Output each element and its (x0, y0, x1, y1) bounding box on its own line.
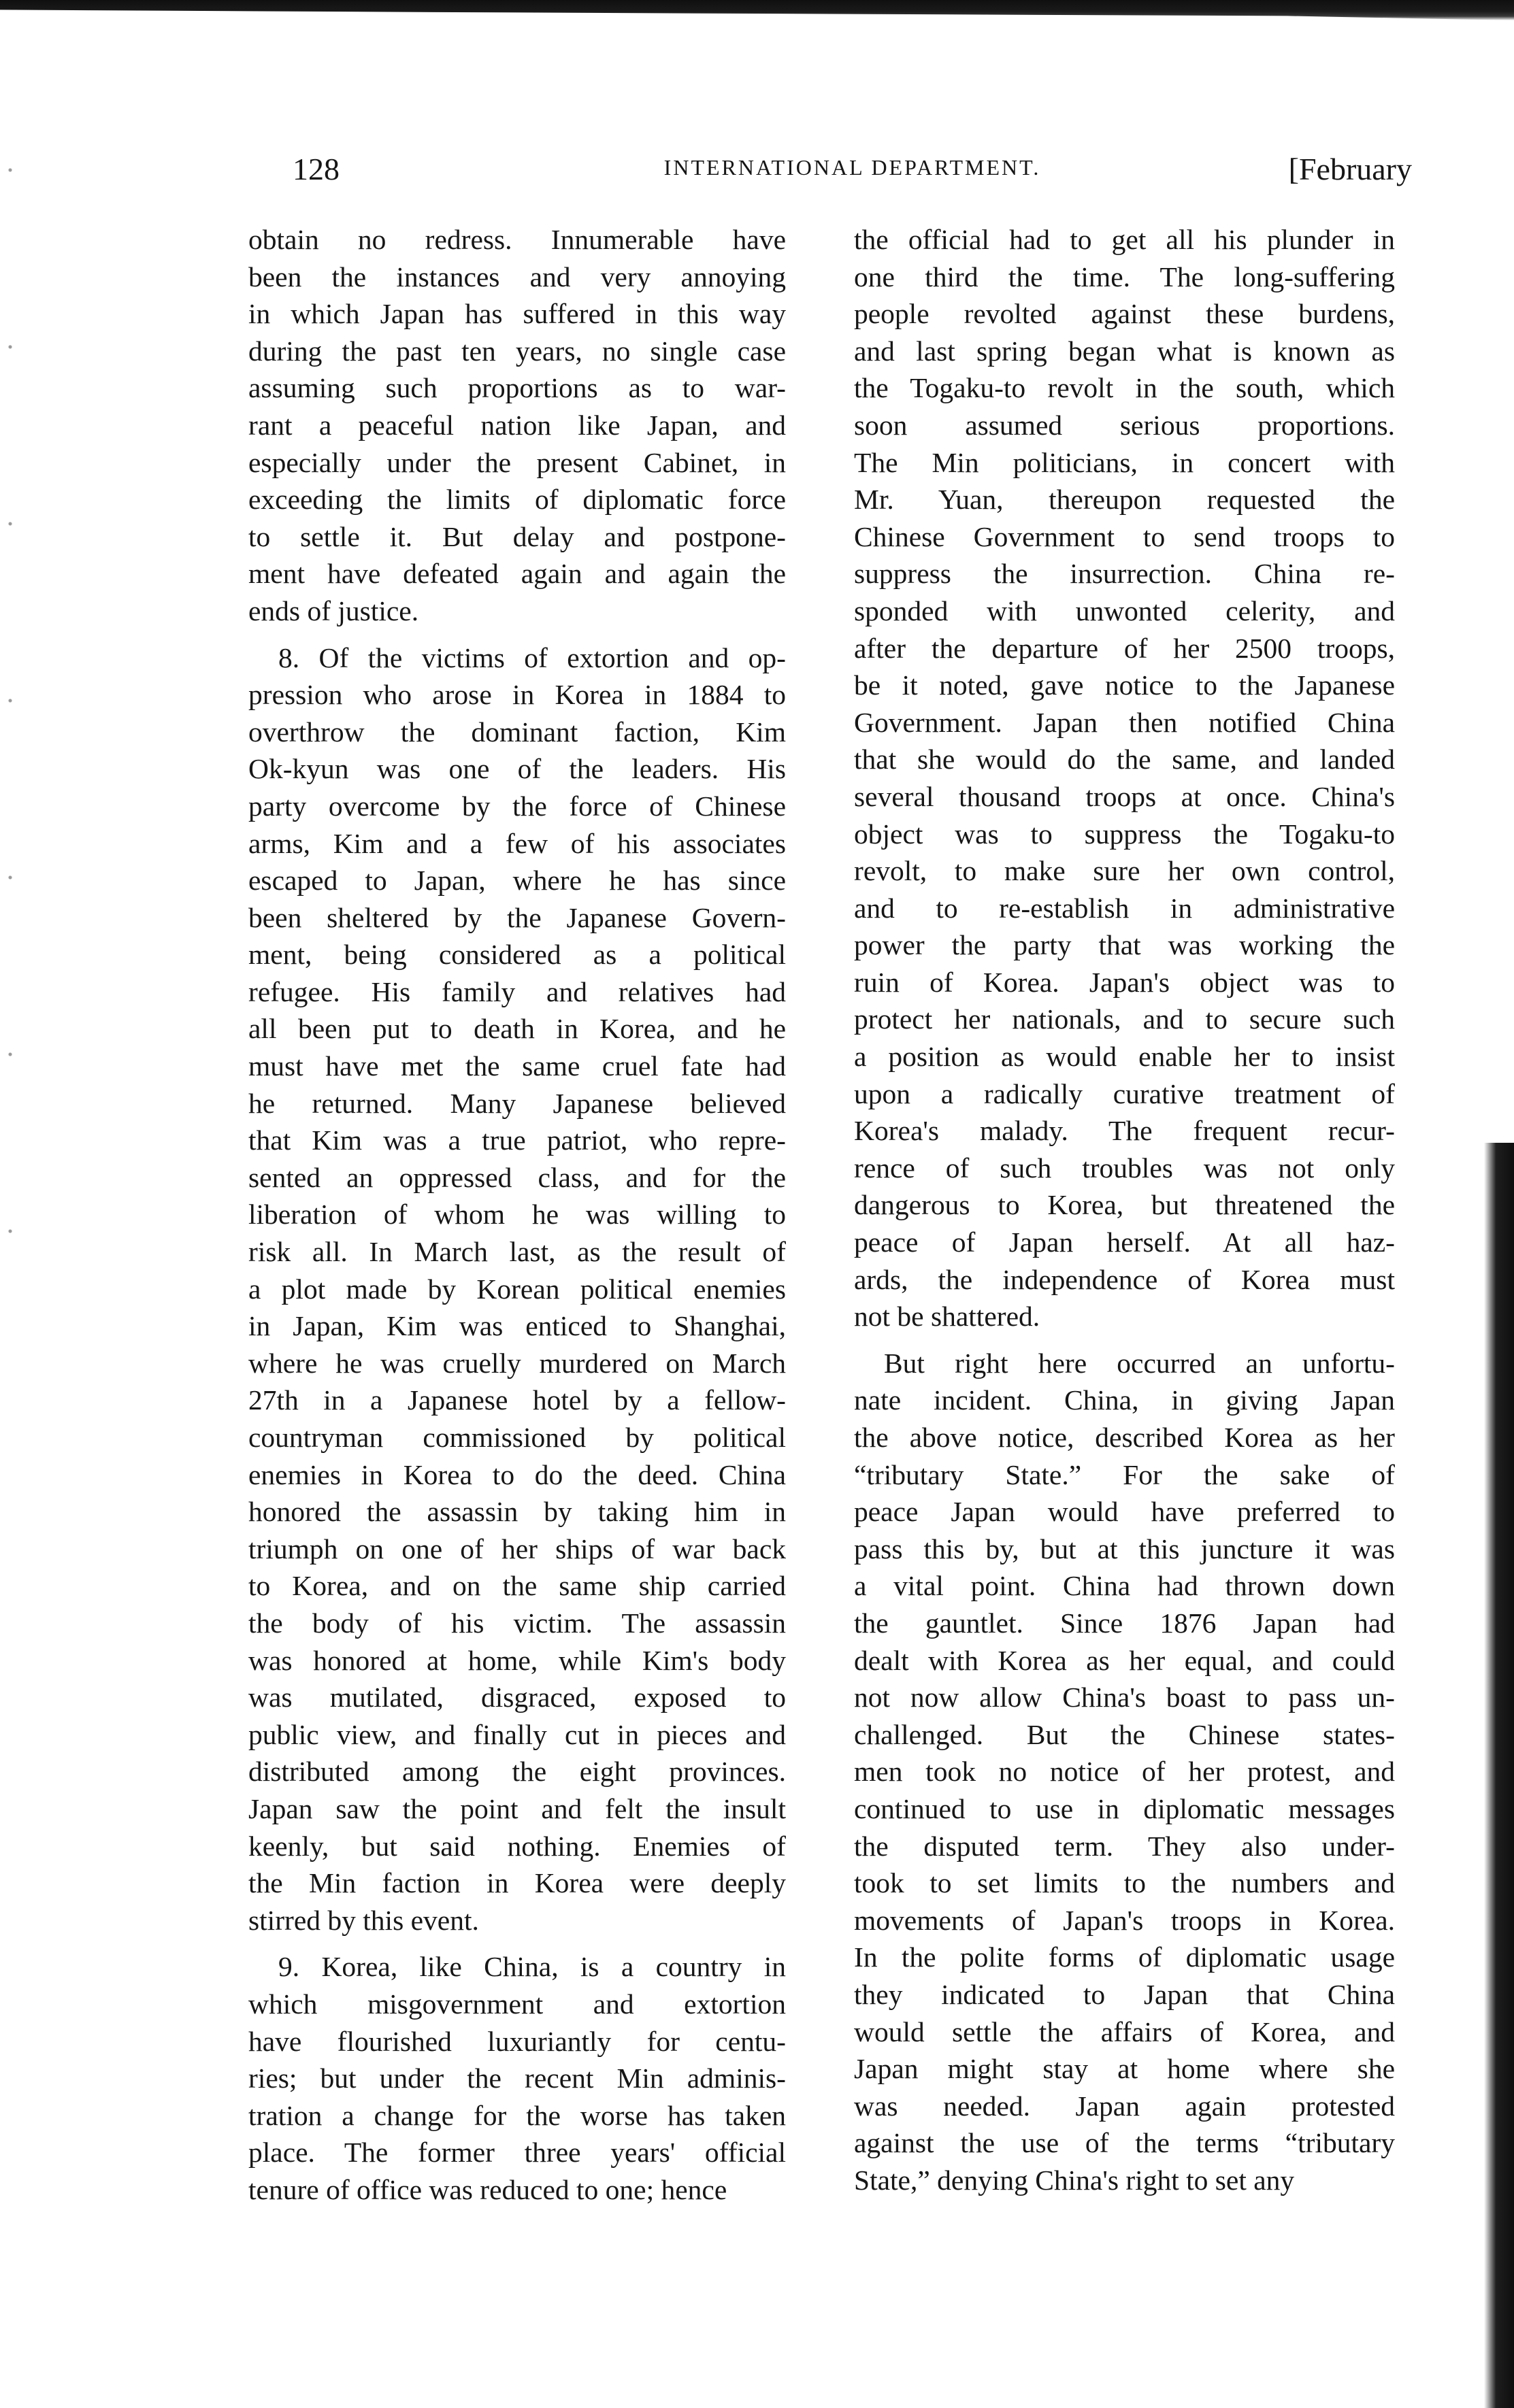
text-line: enemies in Korea to do the deed. China (248, 1458, 786, 1490)
text-line: 8. Of the victims of extortion and op- (278, 641, 786, 673)
text-line: to Korea, and on the same ship carried (248, 1570, 786, 1602)
text-line: and to re-establish in administrative (854, 892, 1395, 924)
text-line: a position as would enable her to insist (854, 1041, 1395, 1073)
text-line: overthrow the dominant faction, Kim (248, 716, 786, 748)
text-line: place. The former three years' official (248, 2137, 786, 2169)
text-line: people revolted against these burdens, (854, 298, 1395, 330)
text-line: suppress the insurrection. China re- (854, 558, 1395, 590)
text-line: power the party that was working the (854, 929, 1395, 961)
text-line: object was to suppress the Togaku-to (854, 818, 1395, 850)
text-line: arms, Kim and a few of his associates (248, 827, 786, 859)
text-line: the disputed term. They also under- (854, 1830, 1395, 1862)
text-line: the body of his victim. The assassin (248, 1607, 786, 1639)
text-line: the Min faction in Korea were deeply (248, 1867, 786, 1899)
text-line: was mutilated, disgraced, exposed to (248, 1682, 786, 1713)
text-line: the Togaku-to revolt in the south, which (854, 372, 1395, 404)
page-number: 128 (293, 152, 340, 186)
text-line: the gauntlet. Since 1876 Japan had (854, 1607, 1395, 1639)
text-line: exceeding the limits of diplomatic force (248, 484, 786, 516)
running-date: [February (1288, 152, 1412, 186)
running-head: INTERNATIONAL DEPARTMENT. (663, 155, 1041, 180)
text-line: party overcome by the force of Chinese (248, 790, 786, 822)
text-line: not now allow China's boast to pass un- (854, 1682, 1395, 1713)
text-line: Government. Japan then notified China (854, 706, 1395, 738)
text-line: to settle it. But delay and postpone- (248, 520, 786, 552)
paragraph (248, 639, 786, 1939)
right-column (854, 221, 1395, 2208)
text-line: which misgovernment and extortion (248, 1988, 786, 2020)
text-line: countryman commissioned by political (248, 1422, 786, 1453)
text-line: risk all. In March last, as the result of (248, 1236, 786, 1268)
text-line: ruin of Korea. Japan's object was to (854, 966, 1395, 998)
text-line: in Japan, Kim was enticed to Shanghai, (248, 1310, 786, 1342)
text-line: been the instances and very annoying (248, 261, 786, 292)
page-header (293, 151, 1412, 199)
text-line: especially under the present Cabinet, in (248, 446, 786, 478)
text-line: against the use of the terms “tributary (854, 2127, 1395, 2159)
text-line: upon a radically curative treatment of (854, 1077, 1395, 1109)
text-line: a vital point. China had thrown down (854, 1570, 1395, 1602)
scan-right-edge (1484, 1143, 1514, 2408)
text-line: liberation of whom he was willing to (248, 1199, 786, 1231)
text-line: public view, and finally cut in pieces and (248, 1718, 786, 1750)
text-line: tenure of office was reduced to one; hence (248, 2173, 727, 2205)
text-line: Mr. Yuan, thereupon requested the (854, 484, 1395, 516)
text-line: he returned. Many Japanese believed (248, 1087, 786, 1119)
text-line: ment, being considered as a political (248, 939, 786, 971)
text-line: Korea's malady. The frequent recur- (854, 1115, 1395, 1147)
text-line: keenly, but said nothing. Enemies of (248, 1830, 786, 1862)
text-line: in which Japan has suffered in this way (248, 298, 786, 330)
text-line: that Kim was a true patriot, who repre- (248, 1124, 786, 1156)
text-line: tration a change for the worse has taken (248, 2099, 786, 2131)
text-line: protect her nationals, and to secure such (854, 1003, 1395, 1035)
text-line: after the departure of her 2500 troops, (854, 632, 1395, 664)
paragraph (248, 221, 786, 630)
text-line: that she would do the same, and landed (854, 743, 1395, 775)
text-line: movements of Japan's troops in Korea. (854, 1904, 1395, 1936)
text-line: State,” denying China's right to set any (854, 2164, 1295, 2196)
text-line: during the past ten years, no single case (248, 335, 786, 367)
text-line: But right here occurred an unfortu- (884, 1347, 1395, 1379)
text-line: refugee. His family and relatives had (248, 975, 786, 1007)
text-line: soon assumed serious proportions. (854, 409, 1395, 441)
scan-margin-specks (0, 82, 20, 1374)
text-line: was honored at home, while Kim's body (248, 1644, 786, 1676)
text-line: distributed among the eight provinces. (248, 1756, 786, 1788)
text-line: the official had to get all his plunder in (854, 224, 1395, 255)
text-line: Ok-kyun was one of the leaders. His (248, 753, 786, 785)
text-line: men took no notice of her protest, and (854, 1756, 1395, 1788)
text-line: be it noted, gave notice to the Japanese (854, 669, 1395, 701)
text-line: revolt, to make sure her own control, (854, 855, 1395, 887)
text-line: obtain no redress. Innumerable have (248, 224, 786, 255)
text-line: honored the assassin by taking him in (248, 1496, 786, 1528)
text-line: the above notice, described Korea as her (854, 1422, 1395, 1453)
scan-top-edge (0, 0, 1514, 20)
text-line: 9. Korea, like China, is a country in (278, 1951, 786, 1983)
text-line: The Min politicians, in concert with (854, 446, 1395, 478)
paragraph (854, 1345, 1395, 2199)
text-line: was needed. Japan again protested (854, 2090, 1395, 2122)
text-line: challenged. But the Chinese states- (854, 1718, 1395, 1750)
text-line: pression who arose in Korea in 1884 to (248, 679, 786, 711)
text-line: must have met the same cruel fate had (248, 1050, 786, 1082)
text-line: Japan might stay at home where she (854, 2053, 1395, 2085)
text-line: In the polite forms of diplomatic usage (854, 1941, 1395, 1973)
text-line: “tributary State.” For the sake of (854, 1458, 1395, 1490)
text-line: been sheltered by the Japanese Govern- (248, 901, 786, 933)
text-line: rence of such troubles was not only (854, 1152, 1395, 1184)
text-line: would settle the affairs of Korea, and (854, 2016, 1395, 2047)
text-line: Chinese Government to send troops to (854, 520, 1395, 552)
text-line: ards, the independence of Korea must (854, 1263, 1395, 1295)
text-line: and last spring began what is known as (854, 335, 1395, 367)
text-line: sented an oppressed class, and for the (248, 1161, 786, 1193)
text-line: not be shattered. (854, 1301, 1040, 1333)
text-line: where he was cruelly murdered on March (248, 1347, 786, 1379)
text-line: all been put to death in Korea, and he (248, 1013, 786, 1045)
text-line: took to set limits to the numbers and (854, 1867, 1395, 1899)
text-line: continued to use in diplomatic messages (854, 1792, 1395, 1824)
text-line: sponded with unwonted celerity, and (854, 595, 1395, 626)
text-line: dangerous to Korea, but threatened the (854, 1189, 1395, 1221)
text-line: triumph on one of her ships of war back (248, 1533, 786, 1565)
text-line: stirred by this event. (248, 1904, 479, 1936)
text-line: assuming such proportions as to war- (248, 372, 786, 404)
text-line: nate incident. China, in giving Japan (854, 1384, 1395, 1416)
text-line: Japan saw the point and felt the insult (248, 1792, 786, 1824)
paragraph (248, 1948, 786, 2208)
text-line: rant a peaceful nation like Japan, and (248, 409, 786, 441)
text-line: they indicated to Japan that China (854, 1978, 1395, 2010)
text-line: dealt with Korea as her equal, and could (854, 1644, 1395, 1676)
text-line: ends of justice. (248, 595, 419, 626)
text-line: a plot made by Korean political enemies (248, 1273, 786, 1305)
text-line: pass this by, but at this juncture it was (854, 1533, 1395, 1565)
text-line: one third the time. The long-suffering (854, 261, 1395, 292)
text-line: several thousand troops at once. China's (854, 780, 1395, 812)
text-line: ries; but under the recent Min adminis- (248, 2062, 786, 2094)
paragraph (854, 221, 1395, 1335)
text-line: peace Japan would have preferred to (854, 1496, 1395, 1528)
text-line: peace of Japan herself. At all haz- (854, 1226, 1395, 1258)
text-line: ment have defeated again and again the (248, 558, 786, 590)
left-column (248, 221, 786, 2218)
text-line: escaped to Japan, where he has since (248, 865, 786, 897)
text-line: 27th in a Japanese hotel by a fellow- (248, 1384, 786, 1416)
text-line: have flourished luxuriantly for centu- (248, 2025, 786, 2057)
